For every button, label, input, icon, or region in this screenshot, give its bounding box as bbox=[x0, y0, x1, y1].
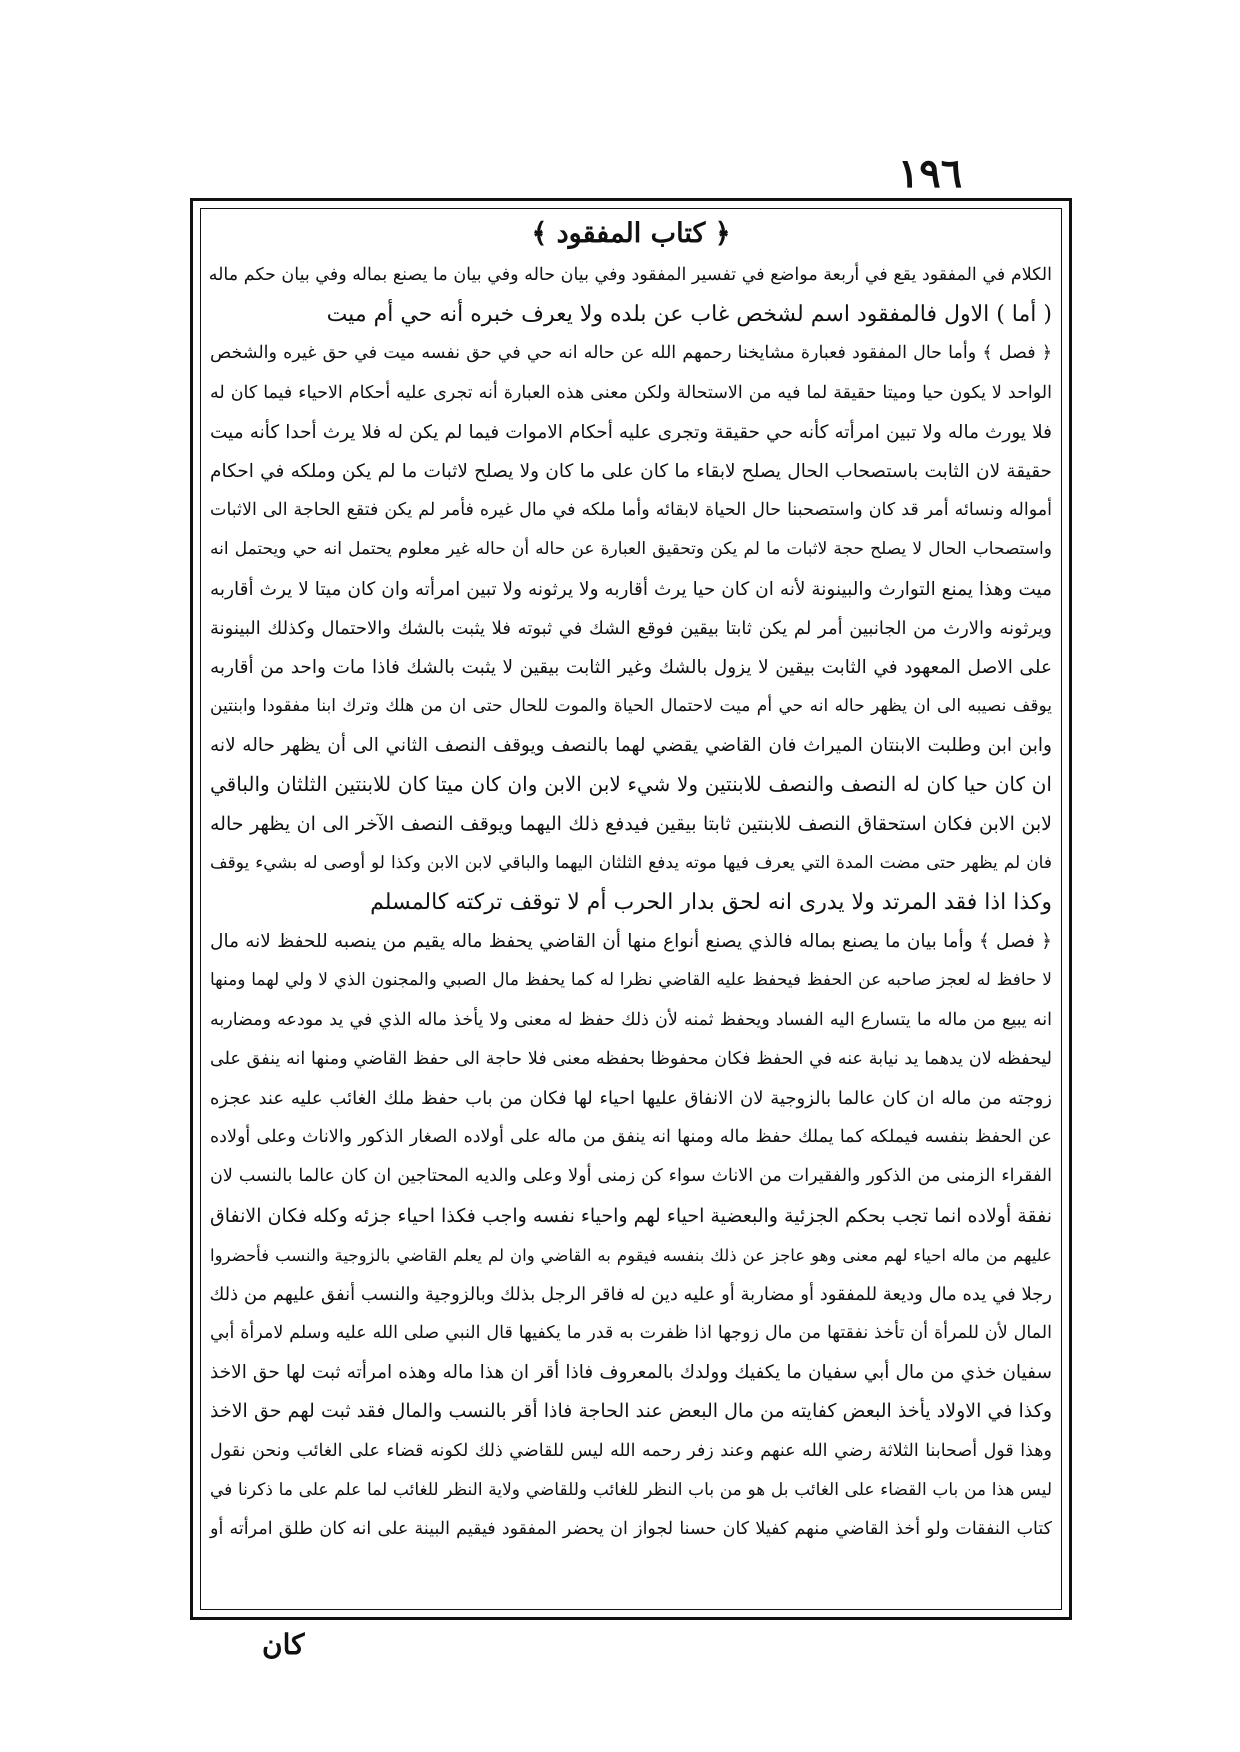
text-line: ان كان حيا كان له النصف والنصف للابنتين ولا شيء لابن الابن وان كان ميتا كان للابنتين الثلثان والباقي bbox=[210, 772, 1052, 797]
text-line: الواحد لا يكون حيا وميتا حقيقة لما فيه من الاستحالة ولكن معنى هذه العبارة أنه تجرى عليه أحكام الاحياء فيما كان له bbox=[210, 382, 1052, 403]
text-line: سفيان خذي من مال أبي سفيان ما يكفيك وولدك بالمعروف فاذا أقر ان هذا ماله وهذه امرأته ثبت لها حق الاخذ bbox=[210, 1362, 1052, 1384]
text-line: ﴿ فصل ﴾ وأما حال المفقود فعبارة مشايخنا رحمهم الله عن حاله انه حي في حق نفسه ميت في حق غيره والشخص bbox=[210, 343, 1052, 364]
text-line: يوقف نصيبه الى ان يظهر حاله انه حي أم ميت لاحتمال الحياة والموت للحال حتى ان من هلك وترك ابنا مفقودا وابنتين bbox=[210, 696, 1052, 717]
text-line: حقيقة لان الثابت باستصحاب الحال يصلح لابقاء ما كان على ما كان ولا يصلح لاثبات ما لم يكن وملكه في احكام bbox=[210, 460, 1052, 482]
text-line: ليس هذا من باب القضاء على الغائب بل هو من باب النظر للغائب وللقاضي ولاية النظر للغائب لما علم على ما ذكرنا في bbox=[210, 1479, 1052, 1500]
text-line: ليحفظه لان يدهما يد نيابة عنه في الحفظ فكان محفوظا بحفظه معنى فلا حاجة الى حفظ القاضي ومنها انه ينفق على bbox=[210, 1048, 1052, 1069]
text-line: أمواله ونسائه أمر قد كان واستصحبنا حال الحياة لابقائه وأما ملكه في مال غيره فأمر لم يكن فتقع الحاجة الى الاثبات bbox=[210, 500, 1052, 521]
text-line: رجلا في يده مال وديعة للمفقود أو مضاربة أو عليه دين له فاقر الرجل بذلك وبالزوجية والنسب أنفق عليهم من ذلك bbox=[209, 1283, 1052, 1305]
text-line: الكلام في المفقود يقع في أربعة مواضع في تفسير المفقود وفي بيان حاله وفي بيان ما يصنع بماله وفي بيان حكم ماله bbox=[208, 265, 1052, 285]
text-line: عن الحفظ بنفسه فيملكه كما يملك حفظ ماله ومنها انه ينفق من ماله على أولاده الصغار الذكور والاناث وعلى أولاده bbox=[210, 1127, 1052, 1148]
text-line: انه يبيع من ماله ما يتسارع اليه الفساد ويحفظ ثمنه لأن ذلك حفظ له معنى ولا يأخذ ماله الذي في يد مودعه ومضاربه bbox=[210, 1009, 1052, 1030]
text-line: عليهم من ماله احياء لهم معنى وهو عاجز عن ذلك بنفسه فيقوم به القاضي وان لم يعلم القاضي بالزوجية والنسب فأحضروا bbox=[210, 1245, 1052, 1265]
text-line: واستصحاب الحال لا يصلح حجة لاثبات ما لم يكن وتحقيق العبارة عن حاله أن حاله غير معلوم يحتمل انه حي ويحتمل انه bbox=[210, 539, 1052, 560]
text-line: وكذا في الاولاد يأخذ البعض كفايته من مال البعض عند الحاجة فاذا أقر بالنسب والمال فقد ثبت لهم حق الاخذ bbox=[210, 1400, 1052, 1423]
text-line: ويرثونه والارث من الجانبين أمر لم يكن ثابتا بيقين فوقع الشك في ثبوته فلا يثبت بالشك والاحتمال وكذلك البينونة bbox=[210, 617, 1052, 639]
catchword: كان bbox=[262, 1628, 305, 1661]
text-line: فان لم يظهر حتى مضت المدة التي يعرف فيها موته يدفع الثلثان اليهما والباقي لابن الابن وكذا لو أوصى له بشيء يوقف bbox=[210, 852, 1052, 873]
text-line: لا حافظ له لعجز صاحبه عن الحفظ فيحفظ عليه القاضي نظرا له كما يحفظ مال الصبي والمجنون الذي لا ولي لهما ومنها bbox=[210, 970, 1052, 991]
text-line: كتاب النفقات ولو أخذ القاضي منهم كفيلا كان حسنا لجواز ان يحضر المفقود فيقيم البينة على انه كان طلق امرأته أو bbox=[210, 1519, 1052, 1539]
text-line: ميت وهذا يمنع التوارث والبينونة لأنه ان كان حيا يرث أقاربه ولا يرثونه ولا تبين امرأته وان كان ميتا لا يرث أقاربه bbox=[210, 578, 1052, 600]
text-line: زوجته من ماله ان كان عالما بالزوجية لان الانفاق عليها احياء لها فكان من باب حفظ ملك الغائب عليه عند عجزه bbox=[210, 1087, 1052, 1109]
chapter-title: ﴿ كتاب المفقود ﴾ bbox=[531, 218, 731, 249]
text-line: الفقراء الزمنى من الذكور والفقيرات من الاناث سواء كن زمنى أولا وعلى والديه المحتاجين ان كان عالما بالنسب لان bbox=[210, 1166, 1052, 1187]
text-line: ﴿ فصل ﴾ وأما بيان ما يصنع بماله فالذي يصنع أنواع منها أن القاضي يحفظ ماله يقيم من ينصبه للحفظ لانه مال bbox=[210, 931, 1052, 953]
text-line: لابن الابن فكان استحقاق النصف للابنتين ثابتا بيقين فيدفع ذلك اليهما ويوقف النصف الآخر الى ان يظهر حاله bbox=[210, 812, 1052, 835]
text-line: ( أما ) الاول فالمفقود اسم لشخص غاب عن بلده ولا يعرف خبره أنه حي أم ميت bbox=[326, 302, 1052, 328]
text-line: المال لأن للمرأة أن تأخذ نفقتها من مال زوجها اذا ظفرت به قدر ما يكفيها قال النبي صلى الله عليه وسلم لامرأة أبي bbox=[210, 1323, 1052, 1344]
text-line: نفقة أولاده انما تجب بحكم الجزئية والبعضية احياء لهم واحياء نفسه واجب فكذا احياء جزئه وكله فكان الانفاق bbox=[210, 1204, 1052, 1227]
page-content bbox=[208, 212, 1054, 1604]
text-line: على الاصل المعهود في الثابت بيقين لا يزول بالشك وغير الثابت بيقين لا يثبت بالشك فاذا مات واحد من أقاربه bbox=[210, 656, 1052, 678]
text-line bbox=[208, 1549, 1054, 1588]
text-line: فلا يورث ماله ولا تبين امرأته كأنه حي حقيقة وتجرى عليه أحكام الاموات فيما لم يكن له فلا يرث أحدا كأنه ميت bbox=[210, 421, 1052, 443]
text-line: وابن ابن وطلبت الابنتان الميراث فان القاضي يقضي لهما بالنصف ويوقف النصف الثاني الى أن يظهر حاله لانه bbox=[210, 735, 1052, 757]
page-number: ١٩٦ bbox=[897, 150, 963, 197]
text-line: وهذا قول أصحابنا الثلاثة رضي الله عنهم وعند زفر رحمه الله ليس للقاضي ذلك لكونه قضاء على الغائب ونحن نقول bbox=[210, 1440, 1052, 1461]
text-line: وكذا اذا فقد المرتد ولا يدرى انه لحق بدار الحرب أم لا توقف تركته كالمسلم bbox=[370, 890, 1052, 915]
